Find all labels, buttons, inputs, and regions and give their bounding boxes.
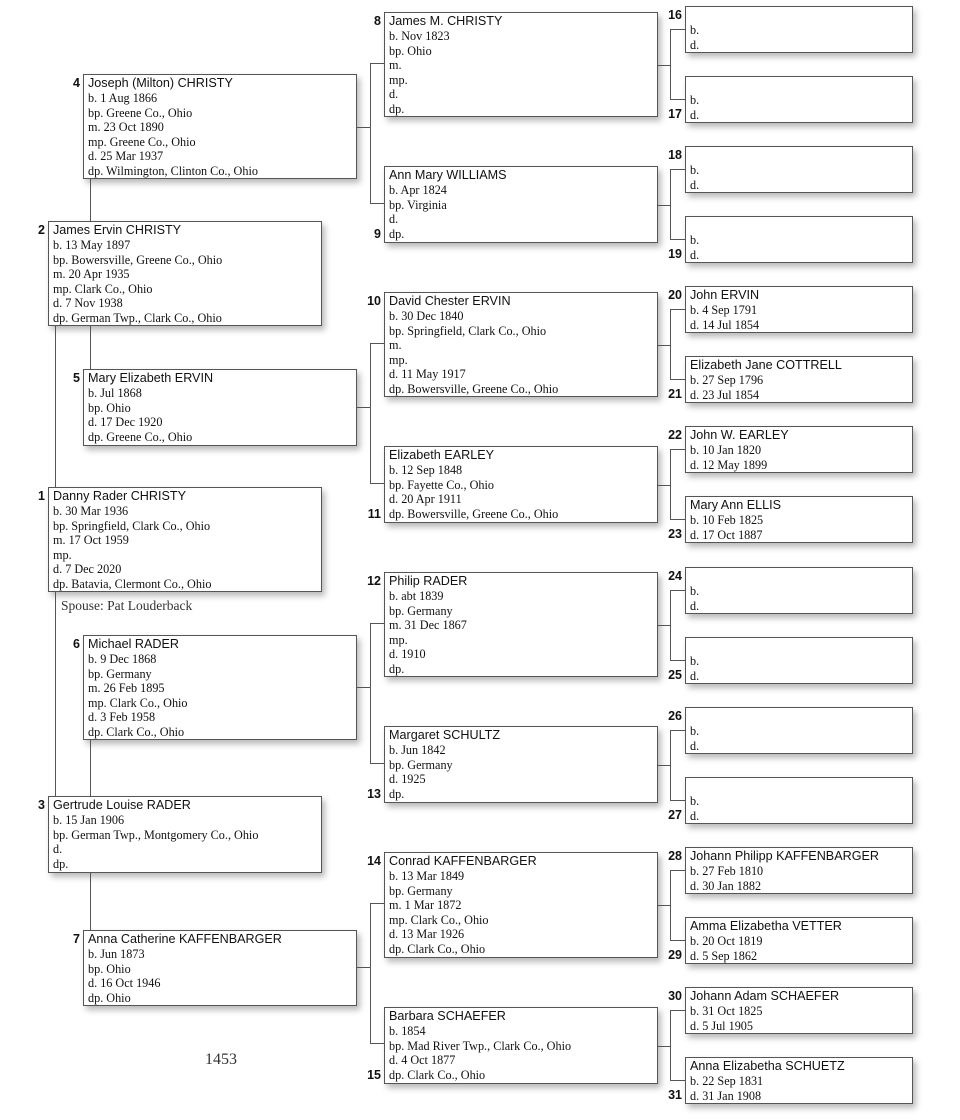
ahnentafel-number: 6 [73,637,80,651]
person-detail: bp. Germany [88,666,152,681]
person-box-7[interactable] [83,930,357,1006]
person-detail: d. 5 Jul 1905 [690,1018,753,1033]
person-name [690,148,912,163]
connector-line [670,870,671,941]
ahnentafel-number: 26 [668,709,682,723]
person-box-10[interactable] [384,292,658,397]
ahnentafel-number: 25 [668,668,682,682]
person-detail: bp. Ohio [389,43,432,58]
person-name: John W. EARLEY [690,428,789,442]
person-detail: b. 30 Dec 1840 [389,309,464,323]
connector-line [670,379,685,380]
person-detail: bp. Germany [389,757,453,772]
person-box-15[interactable] [384,1007,658,1084]
person-detail: mp. Clark Co., Ohio [389,912,489,927]
ahnentafel-number: 20 [668,288,682,302]
person-name: James M. CHRISTY [389,14,503,28]
person-name [690,709,912,724]
ahnentafel-number: 15 [367,1068,381,1082]
person-detail: b. Jul 1868 [88,386,142,400]
person-detail: b. [690,794,700,808]
connector-line [670,239,685,240]
connector-line [90,326,91,369]
connector-line [670,309,685,310]
ahnentafel-number: 19 [668,247,682,261]
ahnentafel-number: 17 [668,107,682,121]
ahnentafel-number: 9 [374,227,381,241]
person-box-21[interactable] [685,356,913,403]
person-name [690,569,912,584]
connector-line [370,623,371,764]
person-box-31[interactable] [685,1057,913,1104]
person-name: James Ervin CHRISTY [53,223,182,237]
connector-line [670,590,685,591]
person-name: Johann Philipp KAFFENBARGER [690,849,879,863]
person-detail: bp. Germany [389,603,453,618]
ahnentafel-number: 28 [668,849,682,863]
person-box-1[interactable] [48,487,322,592]
person-detail: bp. Springfield, Clark Co., Ohio [53,518,211,533]
connector-line [670,29,685,30]
person-box-20[interactable] [685,286,913,333]
person-detail: b. 27 Sep 1796 [690,373,764,387]
person-detail: d. 16 Oct 1946 [88,976,161,991]
person-box-17[interactable] [685,76,913,123]
connector-line [370,903,384,904]
person-detail: b. 22 Sep 1831 [690,1074,764,1088]
person-box-27[interactable] [685,777,913,824]
person-detail: dp. Wilmington, Clinton Co., Ohio [88,163,258,178]
person-detail: d. 12 May 1899 [690,457,768,472]
person-detail: dp. [389,226,405,241]
person-box-19[interactable] [685,216,913,263]
ahnentafel-number: 12 [367,574,381,588]
person-name: Barbara SCHAEFER [389,1009,506,1023]
ahnentafel-number: 8 [374,14,381,28]
person-detail: bp. Germany [389,883,453,898]
connector-line [670,99,685,100]
person-detail: d. 25 Mar 1937 [88,149,164,164]
person-detail: d. [690,247,700,262]
connector-line [370,903,371,1044]
person-detail: b. [690,724,700,738]
person-detail: bp. German Twp., Montgomery Co., Ohio [53,827,259,842]
person-detail: b. 4 Sep 1791 [690,303,758,317]
person-box-6[interactable] [83,635,357,740]
ahnentafel-number: 24 [668,569,682,583]
person-box-4[interactable] [83,74,357,179]
person-name: John ERVIN [690,288,760,302]
person-detail: m. 23 Oct 1890 [88,120,164,135]
person-detail: b. 10 Feb 1825 [690,513,764,527]
ahnentafel-number: 21 [668,387,682,401]
connector-line [370,483,384,484]
connector-line [90,740,91,796]
connector-line [670,169,671,240]
person-detail: dp. Clark Co., Ohio [389,941,486,956]
page-number: 1453 [205,1051,237,1068]
connector-line [670,169,685,170]
connector-line [90,179,91,221]
person-detail: d. 31 Jan 1908 [690,1088,762,1103]
connector-line [370,63,384,64]
person-detail: d. [690,668,700,683]
person-detail: b. [690,23,700,37]
person-box-18[interactable] [685,146,913,193]
connector-line [670,519,685,520]
person-detail: b. Jun 1873 [88,947,145,961]
connector-line [370,343,384,344]
person-detail: dp. German Twp., Clark Co., Ohio [53,310,222,325]
ahnentafel-number: 22 [668,428,682,442]
person-box-11[interactable] [384,446,658,523]
person-name: Joseph (Milton) CHRISTY [88,76,233,90]
person-box-2[interactable] [48,221,322,326]
spouse-note: Spouse: Pat Louderback [61,598,193,613]
person-detail: b. 30 Mar 1936 [53,504,129,518]
person-detail: b. [690,93,700,107]
person-box-22[interactable] [685,426,913,473]
connector-line [670,1080,685,1081]
person-detail: b. Nov 1823 [389,29,450,43]
person-detail: d. 11 May 1917 [389,367,466,382]
person-name: Anna Elizabetha SCHUETZ [690,1059,845,1073]
person-detail: b. 31 Oct 1825 [690,1004,763,1018]
person-detail: d. 1910 [389,647,426,662]
person-detail: d. 17 Dec 1920 [88,415,163,430]
person-detail: dp. [53,856,69,871]
connector-line [357,407,371,408]
connector-line [670,309,671,380]
person-detail: bp. Virginia [389,197,447,212]
person-box-14[interactable] [384,852,658,958]
person-name [690,78,912,93]
connector-line [670,730,685,731]
person-detail: mp. Clark Co., Ohio [53,281,153,296]
person-detail: m. [389,338,402,353]
person-name: Anna Catherine KAFFENBARGER [88,932,282,946]
person-detail: mp. Clark Co., Ohio [88,695,188,710]
person-box-26[interactable] [685,707,913,754]
ahnentafel-number: 31 [668,1088,682,1102]
person-detail: m. 1 Mar 1872 [389,898,462,913]
person-detail: d. 5 Sep 1862 [690,948,758,963]
person-detail: m. 31 Dec 1867 [389,618,467,633]
person-name: Gertrude Louise RADER [53,798,191,812]
ahnentafel-number: 4 [73,76,80,90]
person-name: Mary Elizabeth ERVIN [88,371,214,385]
person-name: Elizabeth EARLEY [389,448,495,462]
person-box-24[interactable] [685,567,913,614]
ahnentafel-number: 18 [668,148,682,162]
person-detail: d. 30 Jan 1882 [690,878,762,893]
person-name: Conrad KAFFENBARGER [389,854,537,868]
person-detail: d. 7 Nov 1938 [53,296,123,311]
person-detail: b. 9 Dec 1868 [88,652,157,666]
connector-line [55,326,56,487]
person-detail: d. [389,87,399,102]
person-detail: b. 10 Jan 1820 [690,443,762,457]
connector-line [357,127,371,128]
connector-line [670,1010,671,1081]
person-name: Philip RADER [389,574,468,588]
person-detail: bp. Fayette Co., Ohio [389,477,494,492]
person-detail: d. 20 Apr 1911 [389,492,462,507]
person-box-3[interactable] [48,796,322,873]
person-detail: b. [690,584,700,598]
person-detail: d. 13 Mar 1926 [389,927,465,942]
connector-line [670,29,671,100]
person-detail: d. [389,212,399,227]
person-detail: d. [53,842,63,857]
ahnentafel-number: 1 [38,489,45,503]
person-detail: m. 26 Feb 1895 [88,681,165,696]
person-detail: d. 4 Oct 1877 [389,1053,456,1068]
person-detail: dp. Clark Co., Ohio [389,1067,486,1082]
person-box-23[interactable] [685,496,913,543]
person-box-29[interactable] [685,917,913,964]
connector-line [670,730,671,801]
person-name: Amma Elizabetha VETTER [690,919,842,933]
person-name: Mary Ann ELLIS [690,498,782,512]
person-detail: m. [389,58,402,73]
person-detail: dp. Ohio [88,990,131,1005]
person-detail: d. [690,177,700,192]
person-detail: m. 20 Apr 1935 [53,267,130,282]
person-box-9[interactable] [384,166,658,243]
person-detail: dp. Greene Co., Ohio [88,429,193,444]
person-detail: b. [690,163,700,177]
ahnentafel-number: 3 [38,798,45,812]
person-detail: b. [690,654,700,668]
person-detail: mp. Greene Co., Ohio [88,134,196,149]
person-detail: d. [690,37,700,52]
person-name: Michael RADER [88,637,179,651]
person-detail: b. Apr 1824 [389,183,447,197]
person-detail: b. 20 Oct 1819 [690,934,763,948]
person-detail: b. 12 Sep 1848 [389,463,463,477]
ahnentafel-number: 10 [367,294,381,308]
person-detail: d. 3 Feb 1958 [88,710,156,725]
person-name [690,218,912,233]
connector-line [357,967,371,968]
ahnentafel-number: 5 [73,371,80,385]
connector-line [670,800,685,801]
person-detail: m. 17 Oct 1959 [53,533,129,548]
person-detail: d. 17 Oct 1887 [690,527,763,542]
connector-line [370,623,384,624]
person-name: Danny Rader CHRISTY [53,489,186,503]
person-detail: dp. [389,786,405,801]
ahnentafel-number: 16 [668,8,682,22]
person-detail: b. abt 1839 [389,589,444,603]
person-detail: d. 14 Jul 1854 [690,317,760,332]
person-detail: mp. [389,632,408,647]
person-detail: bp. Ohio [88,961,131,976]
person-detail: d. [690,598,700,613]
person-detail: b. 15 Jan 1906 [53,813,125,827]
ahnentafel-number: 30 [668,989,682,1003]
connector-line [370,63,371,204]
person-detail: d. 23 Jul 1854 [690,387,760,402]
ahnentafel-number: 11 [367,507,381,521]
connector-line [670,449,685,450]
connector-line [370,203,384,204]
person-detail: mp. [389,72,408,87]
ahnentafel-number: 13 [367,787,381,801]
person-detail: bp. Springfield, Clark Co., Ohio [389,323,547,338]
connector-line [55,592,56,796]
person-name: Margaret SCHULTZ [389,728,501,742]
connector-line [670,870,685,871]
person-detail: mp. [53,547,72,562]
person-box-25[interactable] [685,637,913,684]
person-detail: bp. Greene Co., Ohio [88,105,193,120]
person-detail: b. [690,233,700,247]
person-detail: b. 13 Mar 1849 [389,869,465,883]
connector-line [370,1043,384,1044]
person-detail: dp. Bowersville, Greene Co., Ohio [389,506,559,521]
ahnentafel-number: 29 [668,948,682,962]
connector-line [670,1010,685,1011]
connector-line [670,590,671,661]
person-box-5[interactable] [83,369,357,446]
person-name [690,779,912,794]
person-detail: bp. Ohio [88,400,131,415]
ahnentafel-number: 23 [668,527,682,541]
person-detail: mp. [389,352,408,367]
person-detail: b. 1 Aug 1866 [88,91,158,105]
person-detail: bp. Bowersville, Greene Co., Ohio [53,252,223,267]
person-detail: b. Jun 1842 [389,743,446,757]
person-box-30[interactable] [685,987,913,1034]
connector-line [670,660,685,661]
person-detail: b. 27 Feb 1810 [690,864,764,878]
person-detail: d. 7 Dec 2020 [53,562,122,577]
person-name: Johann Adam SCHAEFER [690,989,840,1003]
connector-line [670,449,671,520]
person-name: Ann Mary WILLIAMS [389,168,507,182]
ahnentafel-number: 2 [38,223,45,237]
person-detail: d. [690,107,700,122]
ahnentafel-number: 27 [668,808,682,822]
connector-line [670,940,685,941]
person-box-28[interactable] [685,847,913,894]
person-name [690,8,912,23]
person-detail: d. 1925 [389,772,426,787]
person-box-8[interactable] [384,12,658,117]
person-detail: dp. [389,661,405,676]
person-box-16[interactable] [685,6,913,53]
person-box-13[interactable] [384,726,658,803]
ahnentafel-number: 14 [367,854,381,868]
person-detail: d. [690,738,700,753]
person-detail: dp. [389,101,405,116]
connector-line [370,763,384,764]
connector-line [370,343,371,484]
connector-line [90,873,91,930]
connector-line [357,687,371,688]
person-box-12[interactable] [384,572,658,677]
person-detail: b. 1854 [389,1024,426,1038]
person-name [690,639,912,654]
person-name: David Chester ERVIN [389,294,511,308]
person-detail: dp. Clark Co., Ohio [88,724,185,739]
person-detail: d. [690,808,700,823]
person-detail: dp. Bowersville, Greene Co., Ohio [389,381,559,396]
person-name: Elizabeth Jane COTTRELL [690,358,842,372]
person-detail: bp. Mad River Twp., Clark Co., Ohio [389,1038,572,1053]
person-detail: dp. Batavia, Clermont Co., Ohio [53,576,212,591]
ahnentafel-number: 7 [73,932,80,946]
person-detail: b. 13 May 1897 [53,238,131,252]
